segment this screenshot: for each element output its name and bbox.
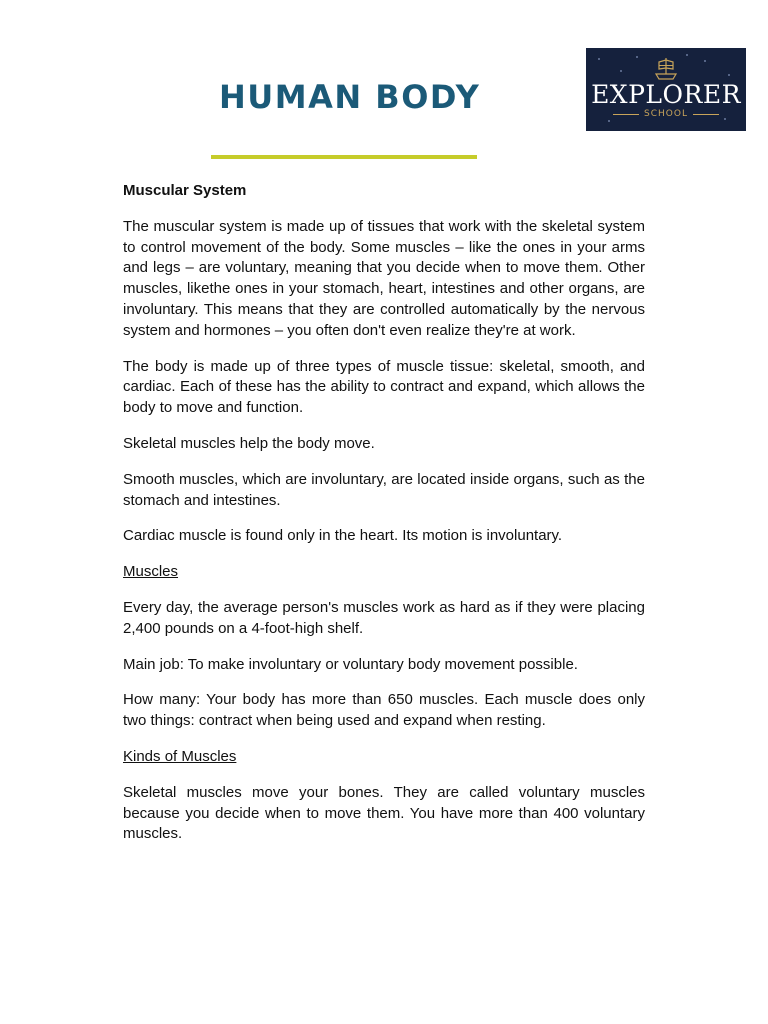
paragraph: Skeletal muscles help the body move. (123, 434, 375, 452)
logo-divider (613, 114, 639, 115)
document-body (123, 181, 645, 860)
paragraph: Skeletal muscles move your bones. They are called voluntary muscles because you decide when to move them. You have more than 400 voluntary muscles. (123, 783, 645, 843)
logo-subtitle-row (586, 108, 746, 120)
section-heading: Muscular System (123, 182, 247, 199)
logo-divider (693, 114, 719, 115)
title-underline (211, 155, 477, 159)
paragraph: Smooth muscles, which are involuntary, are located inside organs, such as the stomach and intestines. (123, 470, 645, 509)
logo-subtitle: SCHOOL (644, 109, 688, 119)
paragraph: The muscular system is made up of tissues that work with the skeletal system to control movement of the body. Some muscles – like the ones in your arms and legs – are voluntary, meaning that you decide when to move them. Other muscles, likethe ones in your stomach, heart, intestines and other organs, are involuntary. This means that they are controlled automatically by the nervous system and hormones – you often don't even realize they're at work. (123, 217, 645, 339)
muscles-heading: Muscles (123, 563, 179, 581)
logo-wordmark: EXPLORER (591, 80, 741, 109)
ship-icon (653, 56, 679, 82)
paragraph: Cardiac muscle is found only in the heart. Its motion is involuntary. (123, 527, 563, 545)
paragraph: Every day, the average person's muscles work as hard as if they were placing 2,400 pounds on a 4-foot-high shelf. (123, 598, 645, 637)
paragraph: How many: Your body has more than 650 muscles. Each muscle does only two things: contract when being used and expand when resting. (123, 691, 645, 730)
paragraph: Main job: To make involuntary or voluntary body movement possible. (123, 655, 578, 673)
kinds-of-muscles-heading: Kinds of Muscles (123, 747, 237, 765)
paragraph: The body is made up of three types of muscle tissue: skeletal, smooth, and cardiac. Each of these has the ability to contract and expand, which allows the body to move and function. (123, 357, 645, 417)
page-title: HUMAN BODY (219, 78, 481, 116)
school-logo (586, 48, 746, 131)
